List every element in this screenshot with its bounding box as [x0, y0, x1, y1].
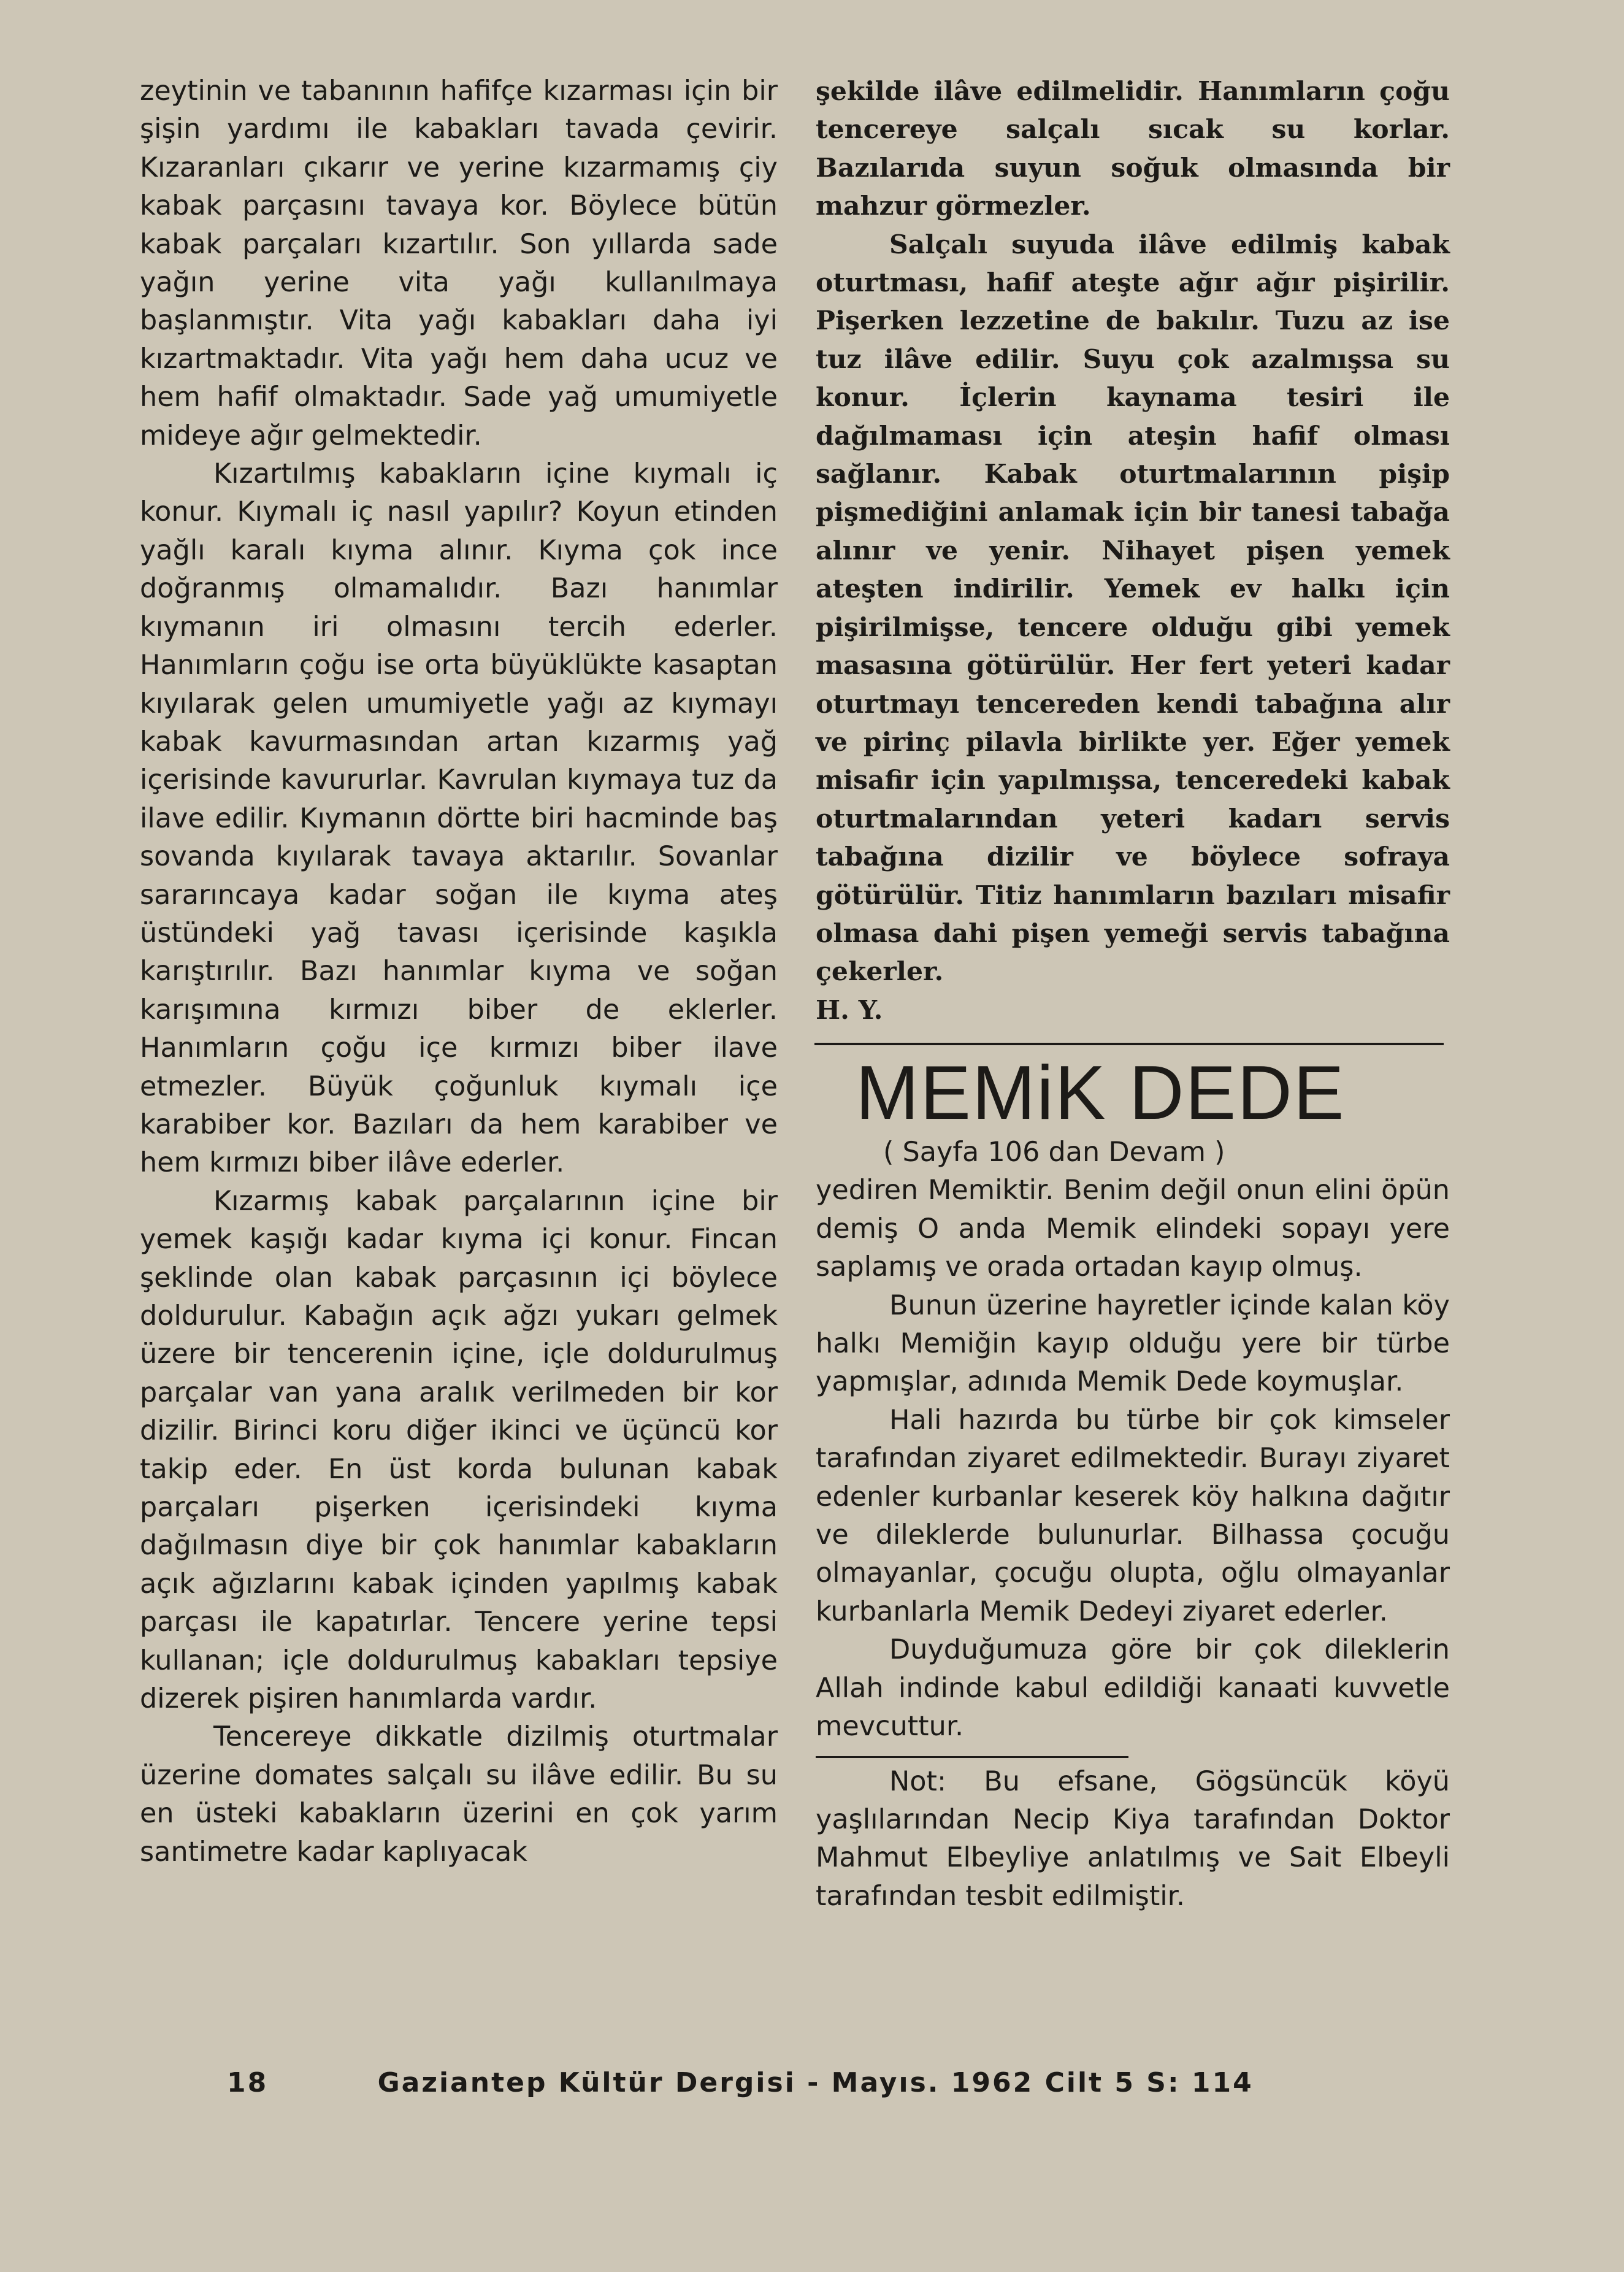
section-divider [814, 1043, 1444, 1045]
footnote: Not: Bu efsane, Gögsüncük köyü yaşlılarından Necip Kiya tarafından Doktor Mahmut Elbeyliye anlatılmış ve Sait Elbeyli tarafından tesbit edilmiştir. [816, 1765, 1450, 1912]
publication-info: Gaziantep Kültür Dergisi - Mayıs. 1962 Cilt 5 S: 114 [377, 2067, 1254, 2098]
paragraph: zeytinin ve tabanının hafifçe kızarması için bir şişin yardımı ile kabakları tavada çevirir. Kızaranları çıkarır ve yerine kızarmamış çiy kabak parçasını tavaya kor. Böylece bütün kabak parçaları kızartılır. Son yıllarda sade yağın yerine vita yağı kullanılmaya başlanmıştır. Vita yağı kabakları daha iyi kızartmaktadır. Vita yağı hem daha ucuz ve hem hafif olmaktadır. Sade yağ umumiyetle mideye ağır gelmektedir. [140, 75, 778, 451]
paragraph: Duyduğumuza göre bir çok dileklerin Allah indinde kabul edildiği kanaati kuvvetle mevcuttur. [816, 1634, 1450, 1743]
paragraph: Tencereye dikkatle dizilmiş oturtmalar üzerine domates salçalı su ilâve edilir. Bu su en üsteki kabakların üzerini en çok yarım santimetre kadar kaplıyacak [140, 1721, 778, 1868]
continuation-note: ( Sayfa 106 dan Devam ) [883, 1137, 1225, 1168]
right-column-bottom [816, 1134, 1450, 1916]
paragraph: Kızarmış kabak parçalarının içine bir yemek kaşığı kadar kıyma içi konur. Fincan şeklinde olan kabak parçasının içi böylece doldurulur. Kabağın açık ağzı yukarı gelmek üzere bir tencerenin içine, içle doldurulmuş parçalar van yana aralık verilmeden bir kor dizilir. Birinci koru diğer ikinci ve üçüncü kor takip eder. En üst korda bulunan kabak parçaları pişerken içerisindeki kıyma dağılmasın diye bir çok hanımlar kabakların açık ağızlarını kabak içinden yapılmış kabak parçası ile kapatırlar. Tencere yerine tepsi kullanan; içle doldurulmuş kabakları tepsiye dizerek pişiren hanımlarda vardır. [140, 1185, 778, 1715]
paragraph: Salçalı suyuda ilâve edilmiş kabak oturtması, hafif ateşte ağır ağır pişirilir. Pişerken lezzetine de bakılır. Tuzu az ise tuz ilâve edilir. Suyu çok azalmışsa su konur. İçlerin kaynama tesiri ile dağılmaması için ateşin hafif olması sağlanır. Kabak oturtmalarının pişip pişmediğini anlamak için bir tanesi tabağa alınır ve yenir. Nihayet pişen yemek ateşten indirilir. Yemek ev halkı için pişirilmişse, tencere olduğu gibi yemek masasına götürülür. Her fert yeteri kadar oturtmayı tencereden kendi tabağına alır ve pirinç pilavla birlikte yer. Eğer yemek misafir için yapılmışsa, tenceredeki kabak oturtmalarından yeteri kadarı servis tabağına dizilir ve böylece sofraya götürülür. Titiz hanımların bazıları misafir olmasa dahi pişen yemeği servis tabağına çekerler. [816, 229, 1450, 988]
paragraph: Bunun üzerine hayretler içinde kalan köy halkı Memiğin kayıp olduğu yere bir türbe yapmışlar, adınıda Memik Dede koymuşlar. [816, 1289, 1450, 1398]
note-divider [816, 1756, 1128, 1758]
page-number: 18 [227, 2067, 269, 2098]
left-column [140, 72, 778, 1871]
right-column-top [816, 72, 1450, 1029]
paragraph: yediren Memiktir. Benim değil onun elini öpün demiş O anda Memik elindeki sopayı yere saplamış ve orada ortadan kayıp olmuş. [816, 1175, 1450, 1283]
page-footer [227, 2067, 1392, 2098]
paragraph: şekilde ilâve edilmelidir. Hanımların çoğu tencereye salçalı sıcak su korlar. Bazılarıda suyun soğuk olmasında bir mahzur görmezler. [816, 76, 1450, 222]
article-headline: MEMiK DEDE [856, 1051, 1346, 1135]
paragraph: Kızartılmış kabakların içine kıymalı iç konur. Kıymalı iç nasıl yapılır? Koyun etinden yağlı karalı kıyma alınır. Kıyma çok ince doğranmış olmamalıdır. Bazı hanımlar kıymanın iri olmasını tercih ederler. Hanımların çoğu ise orta büyüklükte kasaptan kıyılarak gelen umumiyetle yağı az kıymayı kabak kavurmasından artan kızarmış yağ içerisinde kavururlar. Kavrulan kıymaya tuz da ilave edilir. Kıymanın dörtte biri hacminde baş sovanda kıyılarak tavaya aktarılır. Sovanlar sararıncaya kadar soğan ile kıyma ateş üstündeki yağ tavası içerisinde kaşıkla karıştırılır. Bazı hanımlar kıyma ve soğan karışımına kırmızı biber de eklerler. Hanımların çoğu içe kırmızı biber ilave etmezler. Büyük çoğunluk kıymalı içe karabiber kor. Bazıları da hem karabiber ve hem kırmızı biber ilâve ederler. [140, 458, 778, 1179]
author-signature: H. Y. [816, 994, 883, 1026]
paragraph: Hali hazırda bu türbe bir çok kimseler tarafından ziyaret edilmektedir. Burayı ziyaret edenler kurbanlar keserek köy halkına dağıtır ve dileklerde bulunurlar. Bilhassa çocuğu olmayanlar, çocuğu olupta, oğlu olmayanlar kurbanlarla Memik Dedeyi ziyaret ederler. [816, 1404, 1450, 1627]
